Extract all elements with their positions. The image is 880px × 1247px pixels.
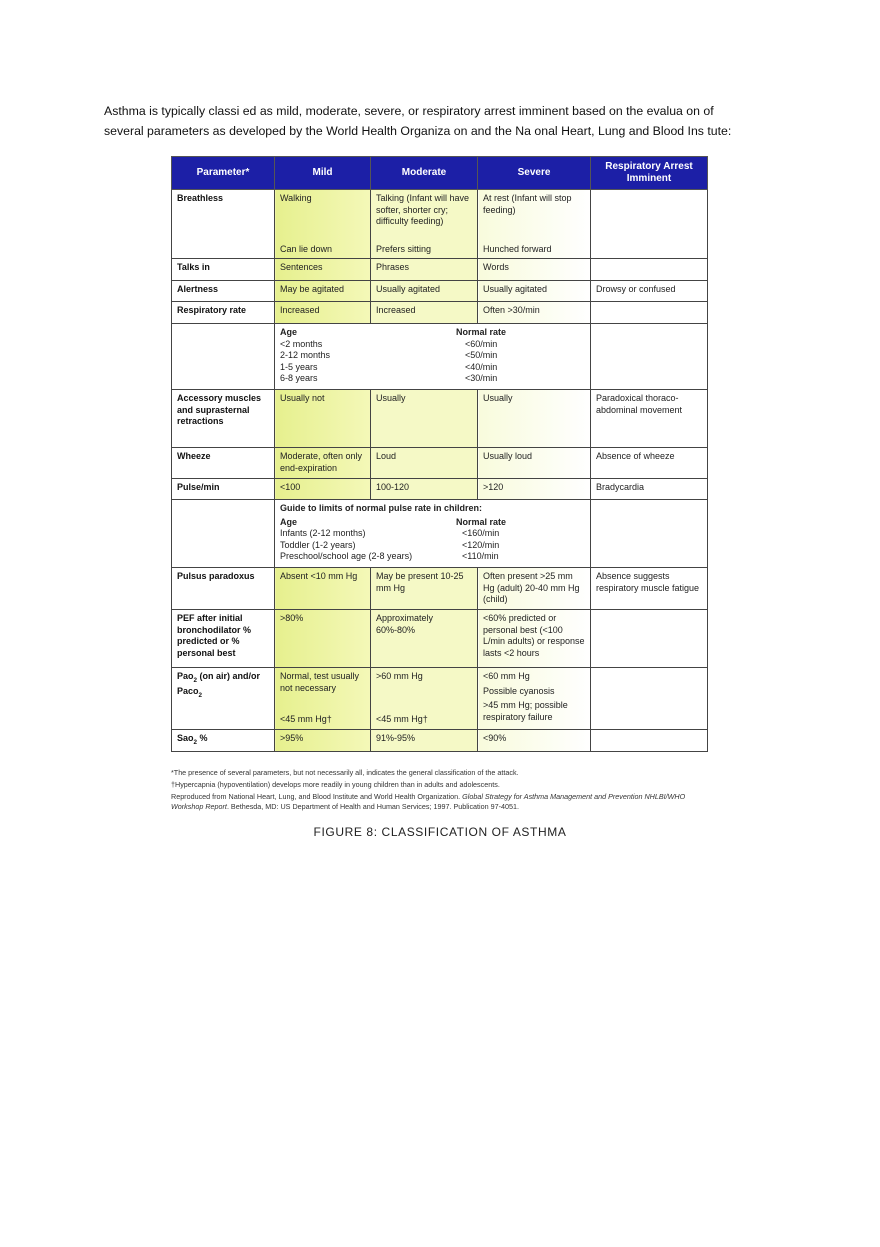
breathless-sev-bottom: Hunched forward (483, 243, 552, 254)
header-severe: Severe (478, 157, 591, 190)
intro-line-1: Asthma is typically classi ed as mild, moderate, severe, or respiratory arrest imminent based on the evalua on of (104, 104, 714, 118)
param-respiratory-rate: Respiratory rate (172, 302, 275, 324)
pao2-sev-mid: Possible cyanosis (483, 685, 555, 696)
footnote-source-c: . Bethesda, MD: US Department of Health and Human Services; 1997. Publication 97-4051. (226, 802, 519, 811)
pulse-rate-guide (275, 500, 591, 568)
cell-resp-severe: Often >30/min (478, 302, 591, 324)
cell-pef-mild: >80% (275, 610, 371, 668)
cell-resp-guide-param (172, 324, 275, 390)
param-pef: PEF after initial bronchodilator % predicted or % personal best (172, 610, 275, 668)
resp-guide-age-header: Age (280, 327, 298, 337)
cell-pao2-arrest (591, 668, 708, 730)
cell-breathless-arrest (591, 190, 708, 259)
footnote-source-title: Global Strategy for Asthma Management and Prevention NHLBI/WHO Workshop Report (171, 792, 686, 811)
cell-breathless-mild (275, 190, 371, 259)
resp-guide-age: 6-8 years (280, 373, 318, 383)
cell-pulsus-mild: Absent <10 mm Hg (275, 568, 371, 610)
cell-talks-moderate: Phrases (371, 259, 478, 281)
cell-pulsus-severe: Often present >25 mm Hg (adult) 20-40 mm Hg (child) (478, 568, 591, 610)
pao2-mod-top: >60 mm Hg (376, 671, 423, 681)
header-moderate: Moderate (371, 157, 478, 190)
table-row-pao2 (172, 668, 708, 730)
cell-pao2-severe (478, 668, 591, 730)
param-wheeze: Wheeze (172, 448, 275, 479)
pao2-label-rest: (on air) and/or (197, 671, 261, 681)
asthma-classification-table (171, 156, 708, 752)
cell-accessory-mild: Usually not (275, 390, 371, 448)
footnote-source (171, 792, 711, 812)
cell-alertness-mild: May be agitated (275, 281, 371, 302)
breathless-sev-top: At rest (Infant will stop feeding) (483, 193, 572, 215)
param-accessory: Accessory muscles and suprasternal retractions (172, 390, 275, 448)
cell-wheeze-mild: Moderate, often only end-expiration (275, 448, 371, 479)
cell-accessory-arrest: Paradoxical thoraco-abdominal movement (591, 390, 708, 448)
table-row-pulsus (172, 568, 708, 610)
cell-talks-arrest (591, 259, 708, 281)
table-row-respiratory-rate (172, 302, 708, 324)
cell-pef-arrest (591, 610, 708, 668)
cell-wheeze-arrest: Absence of wheeze (591, 448, 708, 479)
pulse-guide-rate: <120/min (462, 539, 500, 550)
resp-guide-age: 2-12 months (280, 350, 331, 360)
cell-sao2-severe: <90% (478, 730, 591, 752)
pulse-guide-grid (280, 517, 585, 563)
pao2-mild-top: Normal, test usually not necessary (280, 671, 360, 693)
table-row-alertness (172, 281, 708, 302)
table-row-breathless (172, 190, 708, 259)
table-row-respiratory-guide (172, 324, 708, 390)
sao2-sub: 2 (193, 738, 198, 746)
resp-guide-rate: <60/min (465, 338, 498, 349)
pulse-guide-age: Toddler (1-2 years) (280, 539, 356, 550)
cell-accessory-moderate: Usually (371, 390, 478, 448)
breathless-mod-top: Talking (Infant will have softer, shorter cry; difficulty feeding) (376, 193, 470, 226)
cell-sao2-mild: >95% (275, 730, 371, 752)
paco2-label: Paco (177, 686, 199, 697)
cell-alertness-arrest: Drowsy or confused (591, 281, 708, 302)
resp-guide-age: <2 months (280, 338, 323, 349)
cell-pulsus-arrest: Absence suggests respiratory muscle fatigue (591, 568, 708, 610)
table-row-talks (172, 259, 708, 281)
header-arrest: Respiratory Arrest Imminent (591, 157, 708, 190)
cell-alertness-moderate: Usually agitated (371, 281, 478, 302)
table-row-pef (172, 610, 708, 668)
resp-guide-rate: <50/min (465, 350, 498, 360)
cell-pulse-severe: >120 (478, 479, 591, 500)
paco2-sub: 2 (198, 692, 203, 700)
cell-pao2-mild (275, 668, 371, 730)
pulse-guide-age: Infants (2-12 months) (280, 528, 366, 538)
pao2-sev-bottom: >45 mm Hg; possible respiratory failure (483, 700, 568, 722)
cell-pef-moderate: Approximately 60%-80% (371, 610, 478, 668)
cell-pulsus-moderate: May be present 10-25 mm Hg (371, 568, 478, 610)
cell-pef-severe: <60% predicted or personal best (<100 L/min adults) or response lasts <2 hours (478, 610, 591, 668)
cell-resp-arrest (591, 302, 708, 324)
table-row-pulse (172, 479, 708, 500)
intro-line-2: several parameters as developed by the World Health Organiza on and the Na onal Heart, Lung and Blood Ins tute: (104, 124, 732, 138)
table-row-accessory (172, 390, 708, 448)
pao2-label: Pao (177, 671, 194, 681)
cell-resp-moderate: Increased (371, 302, 478, 324)
resp-guide-rate: <40/min (465, 361, 498, 372)
pulse-guide-rate-header: Normal rate (456, 516, 507, 527)
pao2-mild-bottom: <45 mm Hg† (280, 713, 332, 724)
resp-guide-rate: <30/min (465, 373, 498, 383)
cell-talks-severe: Words (478, 259, 591, 281)
pulse-guide-rate: <110/min (462, 551, 499, 561)
resp-guide-rate-header: Normal rate (456, 327, 507, 337)
cell-pulse-guide-arrest (591, 500, 708, 568)
param-alertness: Alertness (172, 281, 275, 302)
footnote-2: †Hypercapnia (hypoventilation) develops more readily in young children than in adults and adolescents. (171, 780, 500, 789)
sao2-label-rest: % (197, 733, 208, 743)
pao2-sub: 2 (193, 676, 198, 684)
cell-pulse-guide-param (172, 500, 275, 568)
pulse-guide-rate: <160/min (462, 528, 500, 538)
table-row-sao2 (172, 730, 708, 752)
table-header-row (172, 157, 708, 190)
pao2-mod-bottom: <45 mm Hg† (376, 713, 428, 724)
cell-alertness-severe: Usually agitated (478, 281, 591, 302)
pulse-guide-age-header: Age (280, 516, 298, 527)
cell-pulse-arrest: Bradycardia (591, 479, 708, 500)
footnote-source-a: Reproduced from National Heart, Lung, and Blood Institute and World Health Organization. (171, 792, 463, 801)
breathless-mild-top: Walking (280, 193, 312, 203)
footnote-1: *The presence of several parameters, but not necessarily all, indicates the general classification of the attack. (171, 768, 519, 777)
cell-resp-mild: Increased (275, 302, 371, 324)
breathless-mod-bottom: Prefers sitting (376, 243, 432, 254)
pulse-guide-title: Guide to limits of normal pulse rate in children: (280, 503, 483, 513)
respiratory-rate-guide (275, 324, 591, 390)
figure-caption: FIGURE 8: CLASSIFICATION OF ASTHMA (313, 825, 567, 839)
param-talks: Talks in (172, 259, 275, 281)
cell-sao2-arrest (591, 730, 708, 752)
pulse-guide-age: Preschool/school age (2-8 years) (280, 551, 413, 561)
resp-guide-age: 1-5 years (280, 361, 318, 372)
param-pao2 (172, 668, 275, 730)
header-parameter: Parameter* (172, 157, 275, 190)
cell-talks-mild: Sentences (275, 259, 371, 281)
header-mild: Mild (275, 157, 371, 190)
cell-wheeze-severe: Usually loud (478, 448, 591, 479)
resp-guide-grid (280, 327, 585, 385)
param-breathless: Breathless (172, 190, 275, 259)
cell-accessory-severe: Usually (478, 390, 591, 448)
table-footnotes (171, 768, 711, 814)
sao2-label: Sao (177, 733, 194, 743)
cell-sao2-moderate: 91%-95% (371, 730, 478, 752)
table-row-pulse-guide (172, 500, 708, 568)
cell-wheeze-moderate: Loud (371, 448, 478, 479)
table-row-wheeze (172, 448, 708, 479)
cell-resp-guide-arrest (591, 324, 708, 390)
cell-breathless-severe (478, 190, 591, 259)
pao2-sev-top: <60 mm Hg (483, 671, 530, 681)
cell-pulse-moderate: 100-120 (371, 479, 478, 500)
param-sao2 (172, 730, 275, 752)
param-pulse: Pulse/min (172, 479, 275, 500)
param-pulsus: Pulsus paradoxus (172, 568, 275, 610)
breathless-mild-bottom: Can lie down (280, 243, 333, 254)
cell-pulse-mild: <100 (275, 479, 371, 500)
cell-breathless-moderate (371, 190, 478, 259)
cell-pao2-moderate (371, 668, 478, 730)
intro-paragraph (104, 101, 784, 141)
